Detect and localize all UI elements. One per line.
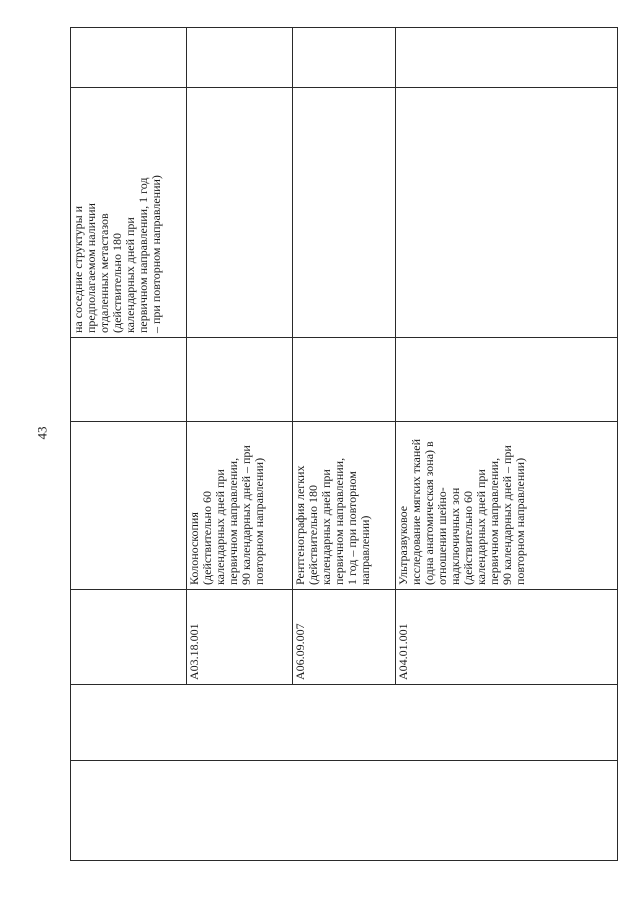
table-cell-empty — [187, 338, 293, 422]
table-cell-service — [187, 422, 293, 590]
table-cell-empty — [396, 338, 618, 422]
table-cell-code — [293, 590, 396, 685]
table-cell-empty — [71, 685, 618, 761]
table-cell-empty — [71, 338, 187, 422]
table-cell-empty — [71, 28, 187, 88]
table-cell-criteria — [396, 88, 618, 338]
table-cell-empty — [396, 28, 618, 88]
service-name: Рентгенография легких (действительно 180 календарных дней при первичном направлении, 1 год – при повторном направлении) — [293, 457, 372, 585]
table-cell-criteria — [187, 88, 293, 338]
table-cell-empty — [293, 28, 396, 88]
criteria-table — [70, 27, 618, 861]
table-cell-empty — [187, 28, 293, 88]
table-cell-criteria — [71, 88, 187, 338]
table-cell-criteria — [293, 88, 396, 338]
table-cell-empty — [71, 761, 618, 861]
service-name: Ультразвуковое исследование мягких тканей (одна анатомическая зона) в отношении шейно- надключичных зон (действительно 60 календарных дней при первичном направлении, 90 календарных дней – при повторном направлении) — [396, 438, 527, 585]
table-cell-empty — [293, 338, 396, 422]
service-code: A04.01.001 — [396, 623, 410, 680]
service-name: Колоноскопия (действительно 60 календарных дней при первичном направлении, 90 календарных дней – при повторном направлении) — [187, 445, 266, 585]
service-code: A06.09.007 — [293, 623, 307, 680]
page-number: 43 — [34, 426, 50, 440]
table-cell-service — [71, 422, 187, 590]
table-cell-code — [71, 590, 187, 685]
table-cell-service — [396, 422, 618, 590]
service-code: A03.18.001 — [187, 623, 201, 680]
table-row — [71, 28, 187, 861]
table-cell-service — [293, 422, 396, 590]
table-cell-code — [187, 590, 293, 685]
rotated-table-sheet — [70, 28, 617, 861]
criteria-text: на соседние структуры и предполагаемом наличии отдаленных метастазов (действительно 180 календарных дней при первичном направлении, 1 год – при повторном направлении) — [71, 175, 163, 333]
table-cell-code — [396, 590, 618, 685]
